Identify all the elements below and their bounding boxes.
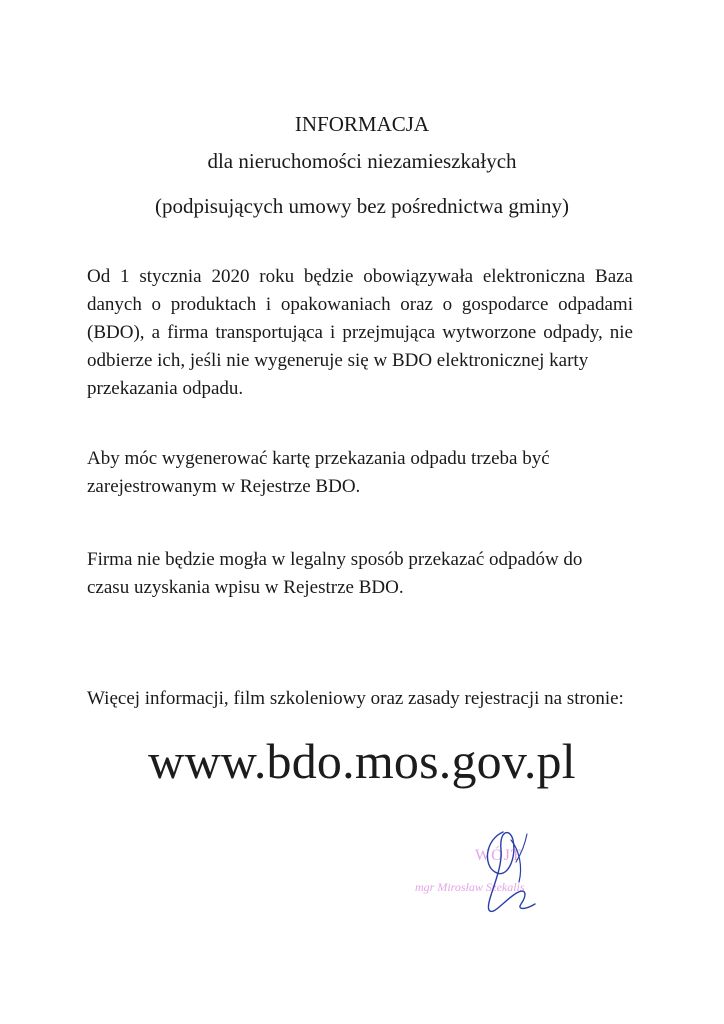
stamp-title: WÓJT [475,847,522,864]
stamp-name: mgr Mirosław Szekalis [415,880,525,894]
handwritten-signature [415,810,595,920]
paragraph-bdo-intro-last-line: przekazania odpadu. [87,378,244,399]
paragraph-registration-body: Aby móc wygenerować kartę przekazania odpadu trzeba być [87,448,550,469]
website-url: www.bdo.mos.gov.pl [148,733,576,789]
official-stamp [415,810,595,920]
more-info-text: Więcej informacji, film szkoleniowy oraz zasady rejestracji na stronie: [87,688,624,709]
document-subtitle-note: (podpisujących umowy bez pośrednictwa gminy) [154,194,570,218]
paragraph-registration-last-line: zarejestrowanym w Rejestrze BDO. [87,476,361,497]
paragraph-registration-required [87,445,633,501]
paragraph-legal-transfer [87,546,633,602]
document-title: INFORMACJA [294,112,430,136]
document-subtitle: dla nieruchomości niezamieszkałych [207,149,517,173]
paragraph-bdo-intro [87,263,633,403]
paragraph-legal-transfer-body: Firma nie będzie mogła w legalny sposób przekazać odpadów do [87,549,583,570]
paragraph-legal-transfer-last-line: czasu uzyskania wpisu w Rejestrze BDO. [87,577,404,598]
paragraph-bdo-intro-body: Od 1 stycznia 2020 roku będzie obowiązywała elektroniczna Baza danych o produktach i opakowaniach oraz o gospodarce odpadami (BDO), a firma transportująca i przejmująca wytworzone odpady, nie odbierze ich, jeśli nie wygeneruje się w BDO elektronicznej karty [87,266,633,371]
